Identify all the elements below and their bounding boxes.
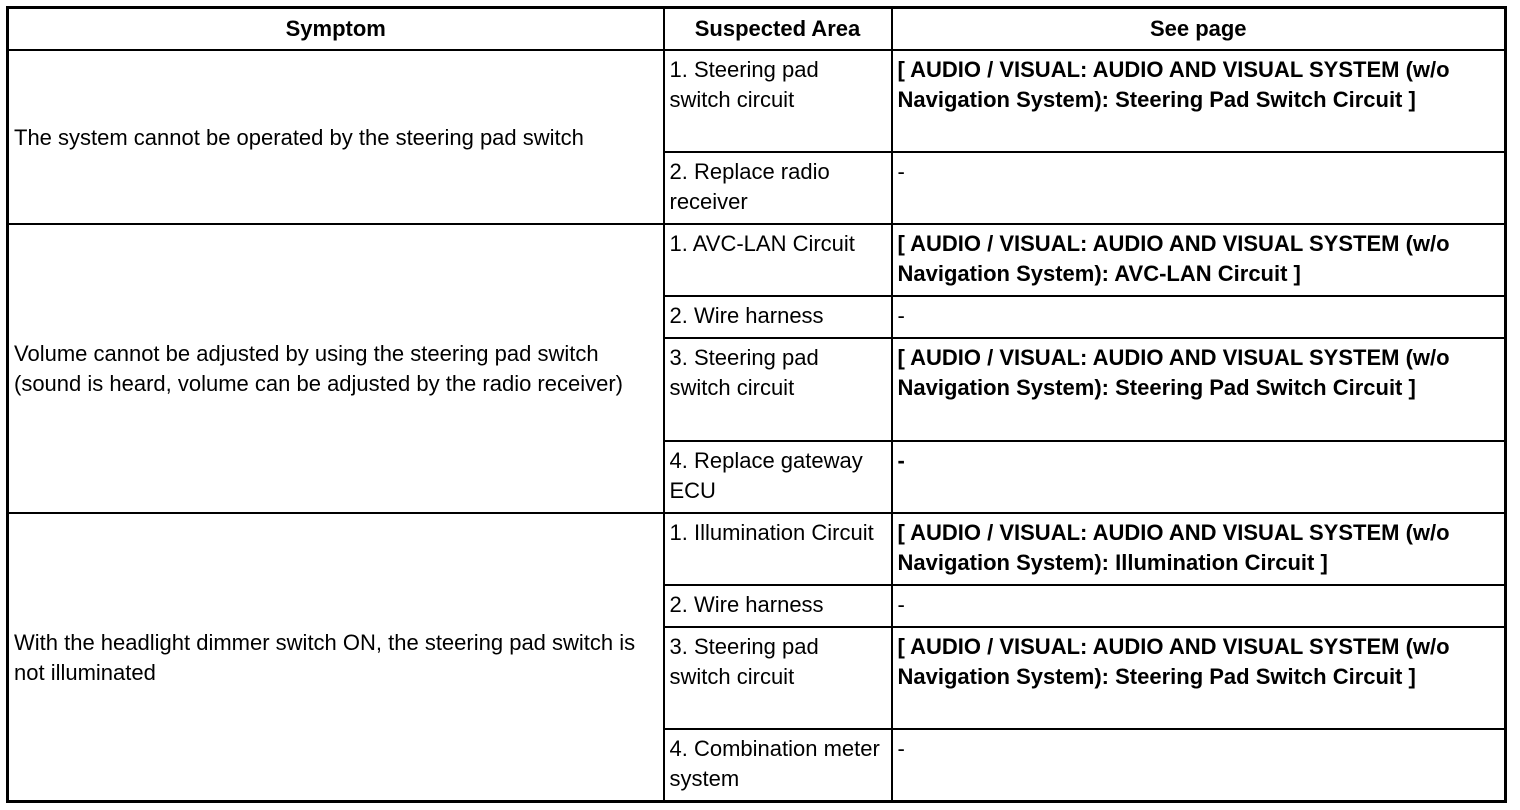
see-page-link[interactable]: [ AUDIO / VISUAL: AUDIO AND VISUAL SYSTEM (w/o Navigation System): Illumination Circuit ] [892,513,1506,585]
see-page-cell: - [892,152,1506,224]
see-page-cell: - [892,585,1506,627]
suspected-area-cell: 1. AVC-LAN Circuit [664,224,892,296]
suspected-area-cell: 1. Steering pad switch circuit [664,50,892,152]
table-row [8,50,1506,152]
see-page-link[interactable]: [ AUDIO / VISUAL: AUDIO AND VISUAL SYSTEM (w/o Navigation System): Steering Pad Switch Circuit ] [892,627,1506,729]
see-page-link[interactable]: [ AUDIO / VISUAL: AUDIO AND VISUAL SYSTEM (w/o Navigation System): Steering Pad Switch Circuit ] [892,338,1506,440]
suspected-area-cell: 2. Replace radio receiver [664,152,892,224]
table-row [8,513,1506,585]
header-see-page: See page [892,8,1506,50]
symptom-cell: With the headlight dimmer switch ON, the steering pad switch is not illuminated [8,513,664,802]
see-page-cell: - [892,729,1506,801]
suspected-area-cell: 3. Steering pad switch circuit [664,338,892,440]
suspected-area-cell: 2. Wire harness [664,585,892,627]
symptom-cell: Volume cannot be adjusted by using the steering pad switch (sound is heard, volume can be adjusted by the radio receiver) [8,224,664,513]
see-page-cell: - [892,441,1506,513]
see-page-link[interactable]: [ AUDIO / VISUAL: AUDIO AND VISUAL SYSTEM (w/o Navigation System): AVC-LAN Circuit ] [892,224,1506,296]
table-header-row [8,8,1506,50]
suspected-area-cell: 2. Wire harness [664,296,892,338]
header-suspected-area: Suspected Area [664,8,892,50]
symptom-table [6,6,1507,803]
see-page-link[interactable]: [ AUDIO / VISUAL: AUDIO AND VISUAL SYSTEM (w/o Navigation System): Steering Pad Switch Circuit ] [892,50,1506,152]
suspected-area-cell: 4. Combination meter system [664,729,892,801]
see-page-cell: - [892,296,1506,338]
table-row [8,224,1506,296]
header-symptom: Symptom [8,8,664,50]
suspected-area-cell: 4. Replace gateway ECU [664,441,892,513]
suspected-area-cell: 3. Steering pad switch circuit [664,627,892,729]
symptom-cell: The system cannot be operated by the steering pad switch [8,50,664,224]
suspected-area-cell: 1. Illumination Circuit [664,513,892,585]
